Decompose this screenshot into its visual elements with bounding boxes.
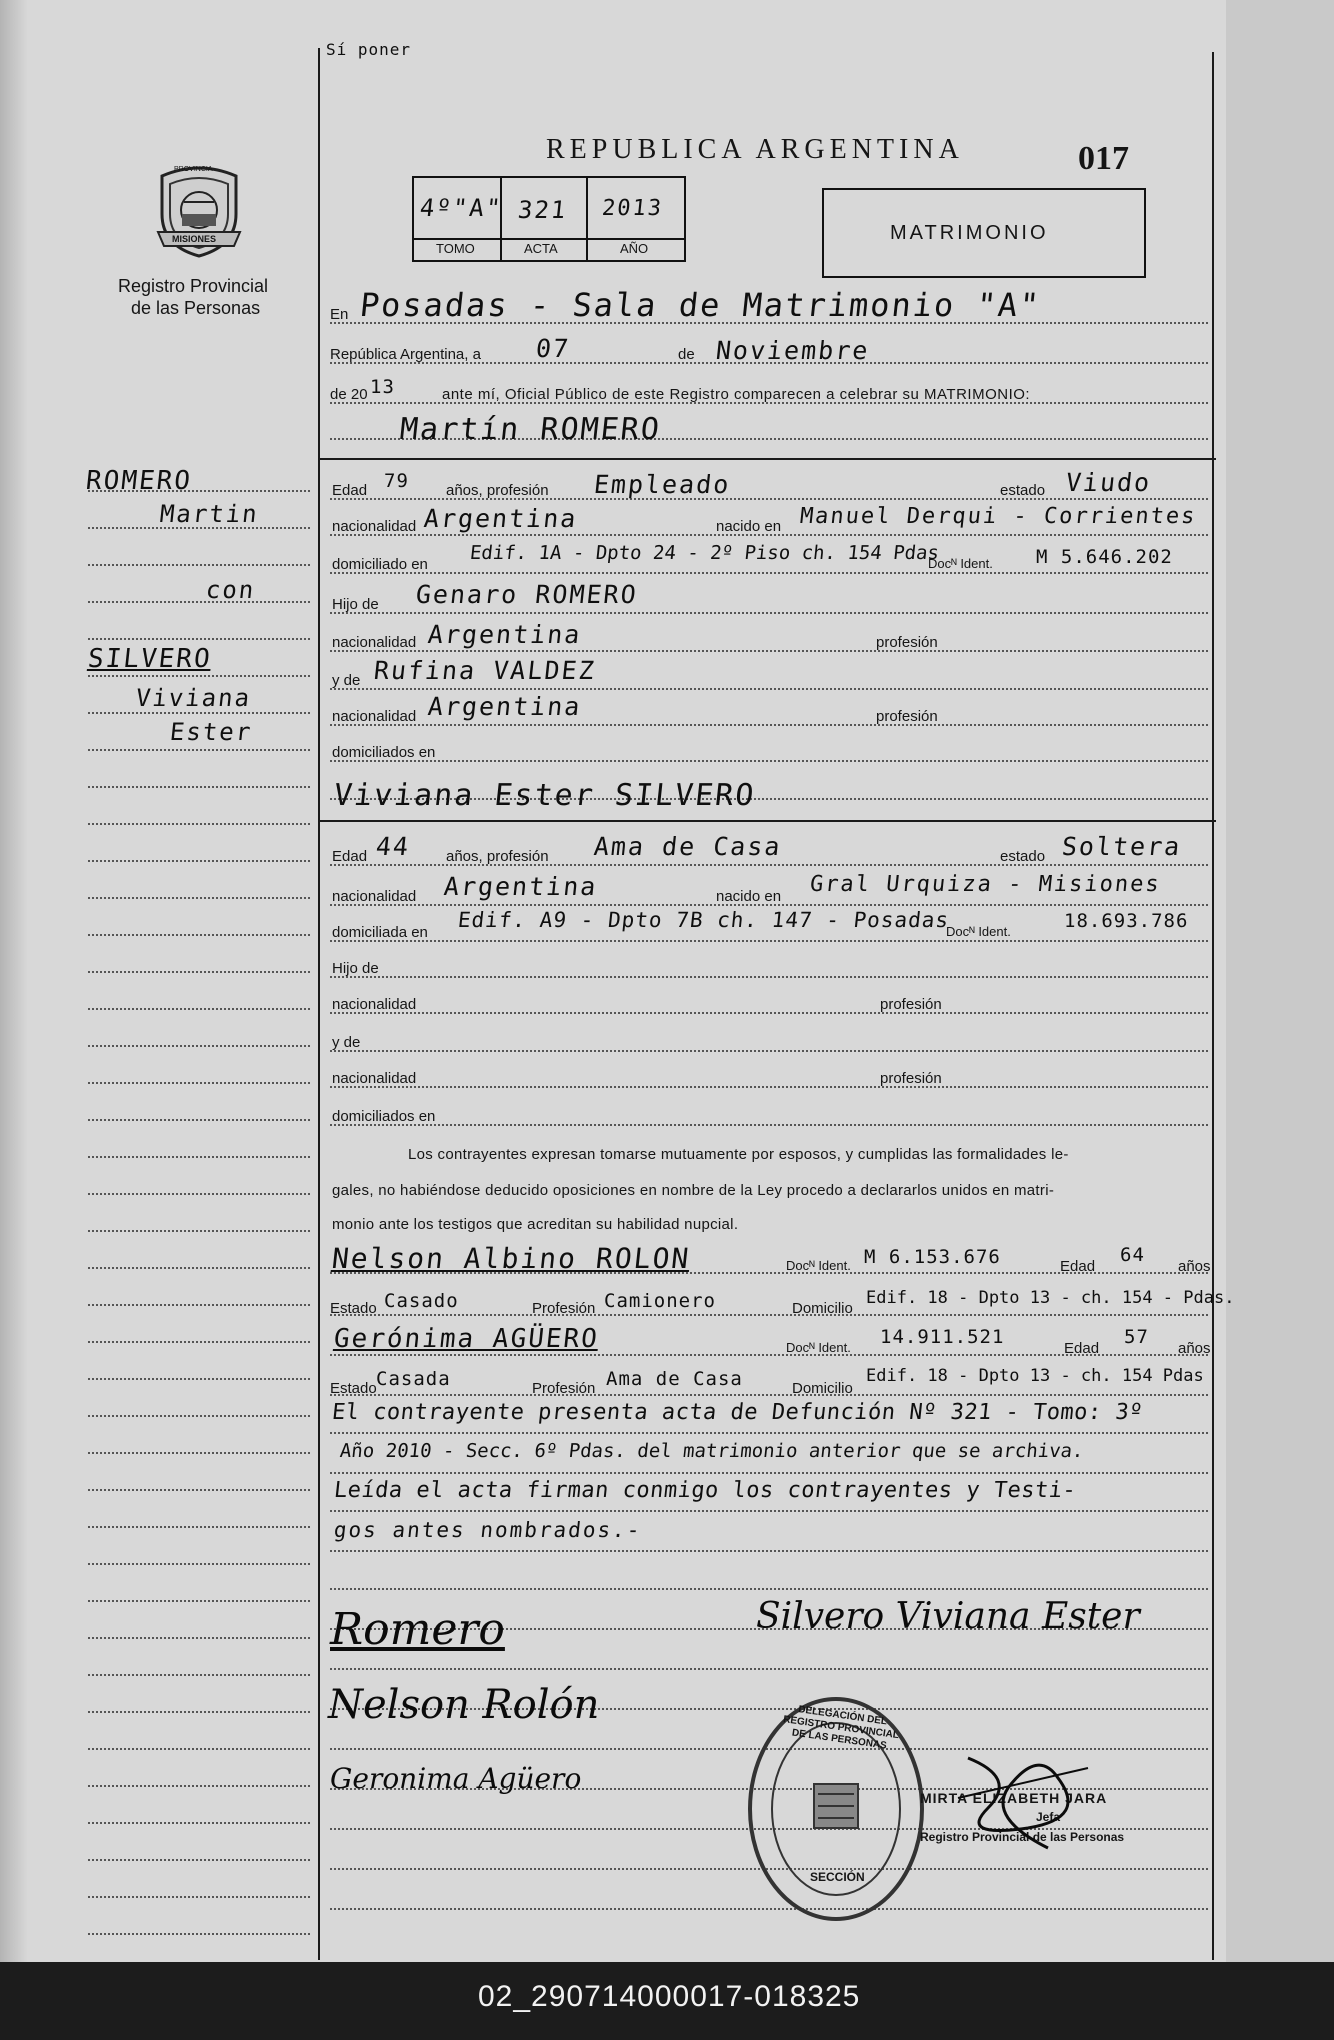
witness1-address: Edif. 18 - Dpto 13 - ch. 154 - Pdas. xyxy=(866,1288,1235,1308)
margin-ruled-line xyxy=(88,1452,310,1454)
margin-ruled-line xyxy=(88,786,310,788)
witness1-age: 64 xyxy=(1120,1244,1145,1266)
groom-estado-label: estado xyxy=(1000,482,1046,499)
place-value: Posadas - Sala de Matrimonio "A" xyxy=(358,286,1043,324)
margin-ruled-line xyxy=(88,1822,310,1824)
footer-code: 02_290714000017-018325 xyxy=(478,1980,861,2013)
margin-ruled-line xyxy=(88,934,310,936)
margin-ruled-line xyxy=(88,601,310,603)
de-label: de xyxy=(678,346,695,363)
ruled-line xyxy=(330,1012,1208,1014)
groom-birthplace: Manuel Derqui - Corrientes xyxy=(798,504,1198,529)
registry-stamp-icon xyxy=(746,1694,926,1924)
ruled-line xyxy=(330,940,1208,942)
groom-father-prof-label: profesión xyxy=(876,634,938,651)
groom-address: Edif. 1A - Dpto 24 - 2º Piso ch. 154 Pdas xyxy=(468,542,941,564)
witness1-profession: Camionero xyxy=(604,1290,716,1312)
witness2-anios-label: años xyxy=(1178,1340,1211,1357)
margin-ruled-line xyxy=(88,897,310,899)
ruled-line xyxy=(330,612,1208,614)
margin-ruled-line xyxy=(88,1008,310,1010)
groom-doc: M 5.646.202 xyxy=(1036,546,1173,568)
witness2-estado-label: Estado xyxy=(330,1380,377,1397)
bride-status: Soltera xyxy=(1060,832,1183,861)
ruled-line xyxy=(330,1314,1208,1316)
witness2-doc-label: Docᴺ Ident. xyxy=(786,1340,851,1355)
bride-nac-label: nacionalidad xyxy=(332,888,417,905)
groom-signature: Romero xyxy=(330,1604,505,1655)
witness1-doc-label: Docᴺ Ident. xyxy=(786,1258,851,1273)
page-edge xyxy=(1226,0,1334,1962)
margin-ruled-line xyxy=(88,1267,310,1269)
record-type-box xyxy=(822,188,1146,278)
witness1-anios-label: años xyxy=(1178,1258,1211,1275)
ruled-line xyxy=(330,572,1208,574)
witness1-name: Nelson Albino ROLON xyxy=(330,1242,693,1275)
ruled-line xyxy=(330,1588,1208,1590)
groom-mother-prof-label: profesión xyxy=(876,708,938,725)
bride-yde-label: y de xyxy=(332,1034,361,1051)
witness2-profesion-label: Profesión xyxy=(532,1380,596,1397)
bride-dom-label: domiciliada en xyxy=(332,924,428,941)
witness2-address: Edif. 18 - Dpto 13 - ch. 154 Pdas xyxy=(866,1366,1204,1386)
margin-ruled-line xyxy=(88,564,310,566)
groom-edad-label: Edad xyxy=(332,482,368,499)
anio-value: 2013 xyxy=(600,196,665,221)
ruled-line xyxy=(330,1668,1208,1670)
note-line-4: gos antes nombrados.- xyxy=(332,1518,643,1542)
bride-mother-nac-label: nacionalidad xyxy=(332,1070,417,1087)
witness2-edad-label: Edad xyxy=(1064,1340,1100,1357)
margin-ruled-line xyxy=(88,1859,310,1861)
witness1-signature: Nelson Rolón xyxy=(328,1682,600,1728)
bride-hijo-label: Hijo de xyxy=(332,960,379,977)
witness1-doc: M 6.153.676 xyxy=(864,1246,1001,1268)
ruled-line xyxy=(330,1472,1208,1474)
bride-age: 44 xyxy=(374,832,412,861)
ruled-line xyxy=(330,1124,1208,1126)
bride-estado-label: estado xyxy=(1000,848,1046,865)
tomo-acta-anio-box xyxy=(412,176,686,262)
margin-rule xyxy=(318,48,320,1960)
official-signature-icon xyxy=(948,1738,1098,1858)
witness2-profession: Ama de Casa xyxy=(606,1368,743,1390)
witness2-name: Gerónima AGÜERO xyxy=(332,1324,601,1354)
groom-father: Genaro ROMERO xyxy=(414,580,640,609)
margin-ruled-line xyxy=(88,638,310,640)
margin-ruled-line xyxy=(88,1082,310,1084)
groom-mother-nac-label: nacionalidad xyxy=(332,708,417,725)
top-note: Sí poner xyxy=(326,40,412,59)
margin-name-bride: Viviana xyxy=(134,684,253,712)
binding-shadow xyxy=(0,0,28,1962)
bride-profession: Ama de Casa xyxy=(592,832,784,861)
acta-label: ACTA xyxy=(524,241,558,256)
stamp-inner-text: SECCIÓN xyxy=(810,1870,865,1884)
registry-name-1: Registro Provincial xyxy=(118,276,269,296)
bride-father-prof-label: profesión xyxy=(880,996,942,1013)
groom-domiciliados-label: domiciliados en xyxy=(332,744,436,761)
footer-bar xyxy=(0,1962,1334,2040)
margin-ruled-line xyxy=(88,823,310,825)
ruled-line xyxy=(330,976,1208,978)
ruled-line xyxy=(330,1550,1208,1552)
bride-profesion-label: años, profesión xyxy=(446,848,549,865)
year-prefix: de 20 xyxy=(330,386,368,403)
margin-ruled-line xyxy=(88,1563,310,1565)
note-line-2: Año 2010 - Secc. 6º Pdas. del matrimonio anterior que se archiva. xyxy=(338,1440,1085,1462)
margin-ruled-line xyxy=(88,1748,310,1750)
province-seal-icon xyxy=(154,162,244,258)
ruled-line xyxy=(330,1050,1208,1052)
bride-nationality: Argentina xyxy=(442,872,599,901)
groom-nationality: Argentina xyxy=(422,504,579,533)
year-suffix: 13 xyxy=(370,376,395,398)
groom-profesion-label: años, profesión xyxy=(446,482,549,499)
witness2-status: Casada xyxy=(376,1368,451,1390)
witness2-signature: Geronima Agüero xyxy=(330,1762,582,1795)
witness2-age: 57 xyxy=(1124,1326,1149,1348)
official-name: MIRTA ELIZABETH JARA xyxy=(920,1790,1108,1806)
bride-nacido-label: nacido en xyxy=(716,888,782,905)
groom-name: Martín ROMERO xyxy=(398,412,663,447)
bride-edad-label: Edad xyxy=(332,848,368,865)
margin-ruled-line xyxy=(88,675,310,677)
margin-ruled-line xyxy=(88,860,310,862)
groom-mother: Rufina VALDEZ xyxy=(372,656,598,685)
groom-nacido-label: nacido en xyxy=(716,518,782,535)
margin-ruled-line xyxy=(88,1341,310,1343)
groom-father-nac-label: nacionalidad xyxy=(332,634,417,651)
margin-name-groom: Martin xyxy=(158,500,261,528)
margin-surname-bride: SILVERO xyxy=(86,644,214,674)
margin-ruled-line xyxy=(88,1045,310,1047)
groom-doc-label: Docᴺ Ident. xyxy=(928,556,993,571)
bride-mother-prof-label: profesión xyxy=(880,1070,942,1087)
margin-ruled-line xyxy=(88,1415,310,1417)
bride-doc: 18.693.786 xyxy=(1064,910,1189,932)
bride-birthplace: Gral Urquiza - Misiones xyxy=(808,872,1162,897)
ruled-line xyxy=(330,1394,1208,1396)
margin-ruled-line xyxy=(88,971,310,973)
anio-label: AÑO xyxy=(620,241,649,256)
right-rule xyxy=(1212,52,1214,1960)
margin-ruled-line xyxy=(88,712,310,714)
month-value: Noviembre xyxy=(714,336,871,365)
margin-surname-groom: ROMERO xyxy=(84,466,194,496)
margin-ruled-line xyxy=(88,1637,310,1639)
tomo-label: TOMO xyxy=(436,241,475,256)
margin-ruled-line xyxy=(88,1933,310,1935)
margin-ruled-line xyxy=(88,1674,310,1676)
bride-domiciliados-label: domiciliados en xyxy=(332,1108,436,1125)
official-office: Registro Provincial de las Personas xyxy=(920,1830,1125,1844)
ruled-line xyxy=(330,1510,1208,1512)
margin-ruled-line xyxy=(88,1711,310,1713)
witness1-status: Casado xyxy=(384,1290,459,1312)
margin-ruled-line xyxy=(88,1600,310,1602)
groom-hijo-label: Hijo de xyxy=(332,596,379,613)
bride-doc-label: Docᴺ Ident. xyxy=(946,924,1011,939)
witness1-edad-label: Edad xyxy=(1060,1258,1096,1275)
groom-yde-label: y de xyxy=(332,672,361,689)
official-title: Jefa xyxy=(1036,1810,1061,1824)
margin-ruled-line xyxy=(88,1230,310,1232)
stamp-text: DELEGACIÓN DEL REGISTRO PROVINCIAL DE LAS PERSONAS xyxy=(782,1704,900,1752)
bride-address: Edif. A9 - Dpto 7B ch. 147 - Posadas xyxy=(456,908,951,932)
day-value: 07 xyxy=(534,334,572,363)
margin-ruled-line xyxy=(88,1785,310,1787)
groom-dom-label: domiciliado en xyxy=(332,556,428,573)
margin-ruled-line xyxy=(88,1304,310,1306)
country-title: REPUBLICA ARGENTINA xyxy=(546,134,964,165)
declaration-line-3: monio ante los testigos que acreditan su habilidad nupcial. xyxy=(332,1216,739,1233)
groom-age: 79 xyxy=(384,470,409,492)
witness1-domicilio-label: Domicilio xyxy=(792,1300,853,1317)
en-label: En xyxy=(330,306,349,323)
groom-father-nat: Argentina xyxy=(426,620,583,649)
ruled-line xyxy=(330,1086,1208,1088)
margin-ruled-line xyxy=(88,749,310,751)
witness1-profesion-label: Profesión xyxy=(532,1300,596,1317)
ruled-line xyxy=(330,1432,1208,1434)
groom-profession: Empleado xyxy=(592,470,732,499)
statement: ante mí, Oficial Público de este Registro comparecen a celebrar su MATRIMONIO: xyxy=(442,386,1031,403)
folio-number: 017 xyxy=(1078,140,1129,177)
ruled-line xyxy=(330,650,1208,652)
ruled-line xyxy=(330,688,1208,690)
seal-top-text: PROVINCIA xyxy=(174,166,213,173)
margin-ruled-line xyxy=(88,1193,310,1195)
note-line-3: Leída el acta firman conmigo los contrayentes y Testi- xyxy=(332,1478,1078,1503)
margin-ruled-line xyxy=(88,1119,310,1121)
margin-ruled-line xyxy=(88,1896,310,1898)
registry-name-2: de las Personas xyxy=(131,298,261,318)
ruled-line xyxy=(330,760,1208,762)
witness2-domicilio-label: Domicilio xyxy=(792,1380,853,1397)
margin-ruled-line xyxy=(88,1526,310,1528)
groom-status: Viudo xyxy=(1064,468,1153,497)
declaration-line-1: Los contrayentes expresan tomarse mutuamente por esposos, y cumplidas las formalidades le- xyxy=(408,1146,1069,1163)
witness1-estado-label: Estado xyxy=(330,1300,377,1317)
margin-name-bride-2: Ester xyxy=(168,718,254,746)
margin-con: con xyxy=(204,576,257,604)
acta-value: 321 xyxy=(516,196,569,224)
note-line-1: El contrayente presenta acta de Defunción Nº 321 - Tomo: 3º xyxy=(330,1400,1145,1425)
record-type: MATRIMONIO xyxy=(890,222,1049,244)
seal-bottom-text: MISIONES xyxy=(172,234,217,244)
ruled-line xyxy=(330,724,1208,726)
republic-label: República Argentina, a xyxy=(330,346,481,363)
bride-name: Viviana Ester SILVERO xyxy=(332,778,758,813)
bride-signature: Silvero Viviana Ester xyxy=(756,1596,1140,1637)
margin-ruled-line xyxy=(88,1489,310,1491)
bride-father-nac-label: nacionalidad xyxy=(332,996,417,1013)
groom-nac-label: nacionalidad xyxy=(332,518,417,535)
margin-ruled-line xyxy=(88,1156,310,1158)
declaration-line-2: gales, no habiéndose deducido oposiciones en nombre de la Ley procedo a declararlos unidos en matri- xyxy=(332,1182,1055,1199)
groom-mother-nat: Argentina xyxy=(426,692,583,721)
tomo-value: 4º"A" xyxy=(418,194,504,222)
witness2-doc: 14.911.521 xyxy=(880,1326,1005,1348)
margin-ruled-line xyxy=(88,1378,310,1380)
